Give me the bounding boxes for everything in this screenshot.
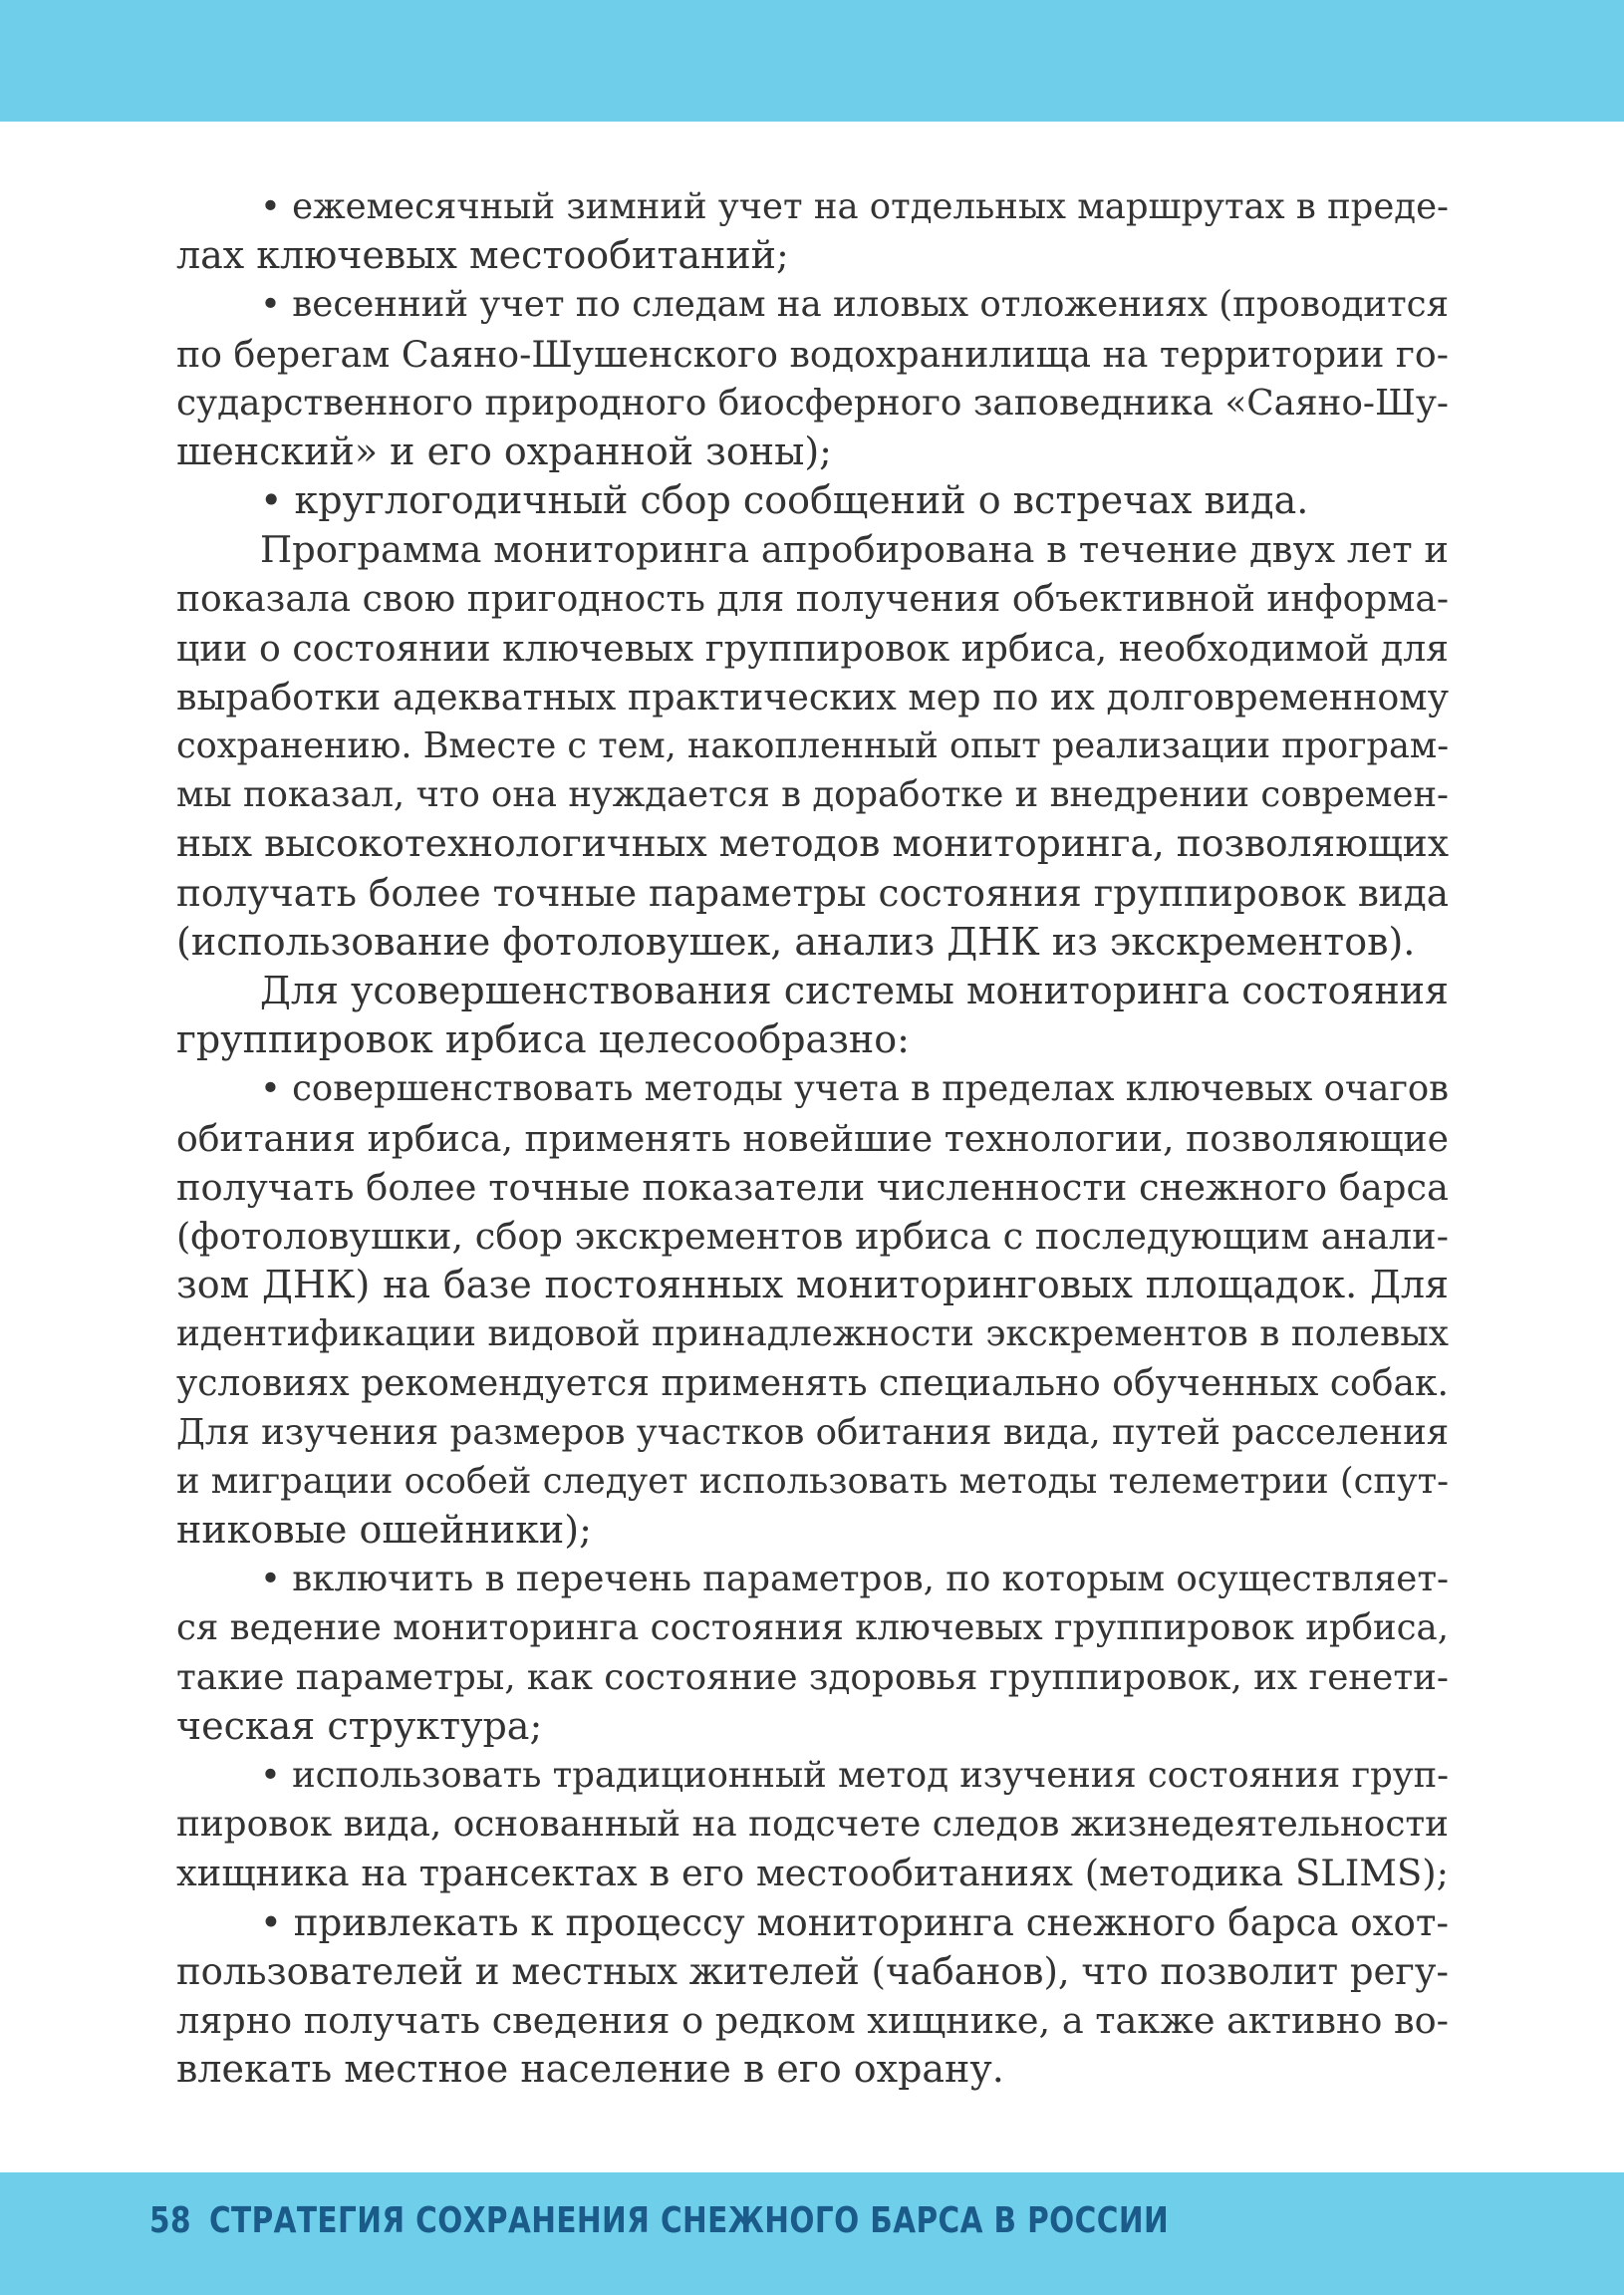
text-line: группировок ирбиса целесообразно: <box>176 1017 910 1062</box>
page-number: 58 <box>149 2200 191 2241</box>
text-line: выработки адекватных практических мер по их долговременному <box>176 675 1449 718</box>
text-line: зом ДНК) на базе постоянных мониторинговых площадок. Для <box>176 1263 1449 1307</box>
text-line: никовые ошейники); <box>176 1508 592 1553</box>
text-line: ческая структура; <box>176 1703 543 1748</box>
text-line: по берегам Саяно-Шушенского водохранилища на территории го- <box>176 332 1449 376</box>
text-line: мы показал, что она нуждается в доработке и внедрении современ- <box>176 774 1449 816</box>
text-line: пировок вида, основанный на подсчете следов жизнедеятельности <box>176 1804 1449 1846</box>
text-line: идентификации видовой принадлежности экскрементов в полевых <box>176 1313 1449 1355</box>
text-line: (фотоловушки, сбор экскрементов ирбиса с последующим анали- <box>176 1214 1449 1258</box>
text-line: Программа мониторинга апробирована в течение двух лет и <box>260 528 1449 572</box>
text-line: (использование фотоловушек, анализ ДНК из экскрементов). <box>176 919 1416 964</box>
text-line: лах ключевых местообитаний; <box>176 233 789 278</box>
text-line: шенский» и его охранной зоны); <box>176 429 832 473</box>
text-line: • привлекать к процессу мониторинга снежного барса охот- <box>260 1900 1449 1944</box>
text-line: сударственного природного биосферного заповедника «Саяно-Шу- <box>176 382 1449 424</box>
text-line: ных высокотехнологичных методов мониторинга, позволяющих <box>176 821 1449 866</box>
text-line: ся ведение мониторинга состояния ключевых группировок ирбиса, <box>176 1607 1449 1649</box>
text-line: Для усовершенствования системы мониторинга состояния <box>260 969 1449 1012</box>
text-line: • ежемесячный зимний учет на отдельных маршрутах в преде- <box>260 186 1450 227</box>
text-line: ции о состоянии ключевых группировок ирбиса, необходимой для <box>176 626 1449 670</box>
text-line: • использовать традиционный метод изучения состояния груп- <box>260 1755 1450 1796</box>
text-line: получать более точные параметры состояния группировок вида <box>176 870 1449 915</box>
text-line: лярно получать сведения о редком хищнике, а также активно во- <box>176 1998 1449 2042</box>
text-line: обитания ирбиса, применять новейшие технологии, позволяющие <box>176 1116 1449 1160</box>
text-line: условиях рекомендуется применять специально обученных собак. <box>176 1361 1449 1404</box>
book-title: СТРАТЕГИЯ СОХРАНЕНИЯ СНЕЖНОГО БАРСА В РОССИИ <box>208 2200 1170 2241</box>
header-band <box>0 0 1624 122</box>
text-line: влекать местное население в его охрану. <box>176 2047 1004 2092</box>
text-line: получать более точные показатели численности снежного барса <box>176 1165 1449 1209</box>
text-line: пользователей и местных жителей (чабанов), что позволит регу- <box>176 1949 1449 1993</box>
text-line: • включить в перечень параметров, по которым осуществляет- <box>260 1559 1449 1600</box>
text-line: • весенний учет по следам на иловых отложениях (проводится <box>260 284 1449 326</box>
text-line: показала свою пригодность для получения объективной информа- <box>176 578 1449 620</box>
text-line: хищника на трансектах в его местообитаниях (методика SLIMS); <box>176 1852 1449 1895</box>
text-line: такие параметры, как состояние здоровья группировок, их генети- <box>176 1656 1450 1698</box>
text-line: • совершенствовать методы учета в пределах ключевых очагов <box>260 1068 1450 1110</box>
running-footer <box>149 2196 1169 2246</box>
text-line: • круглогодичный сбор сообщений о встречах вида. <box>260 478 1309 523</box>
text-line: Для изучения размеров участков обитания вида, путей расселения <box>176 1411 1450 1453</box>
text-line: сохранению. Вместе с тем, накопленный опыт реализации програм- <box>176 725 1450 767</box>
text-line: и миграции особей следует использовать методы телеметрии (спут- <box>176 1460 1449 1502</box>
page-body <box>176 182 1449 2094</box>
